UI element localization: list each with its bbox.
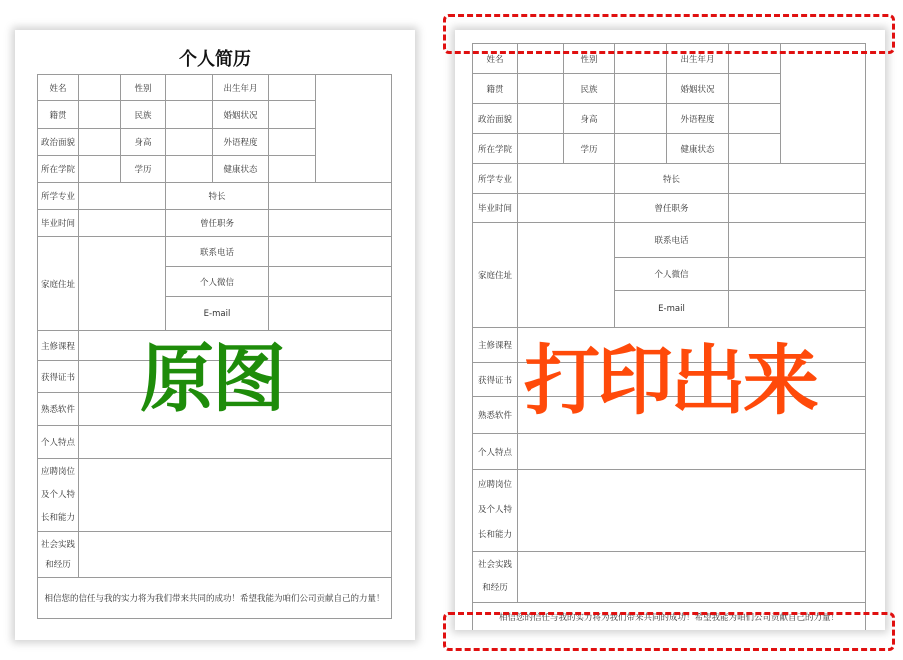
field-value-cell[interactable] xyxy=(79,532,392,578)
field-label-college: 所在学院 xyxy=(38,156,79,183)
field-label-health: 健康状态 xyxy=(213,156,269,183)
field-value-cell[interactable] xyxy=(729,291,866,328)
field-label-courses: 主修课程 xyxy=(473,328,518,363)
field-value-cell[interactable] xyxy=(518,164,615,194)
field-value-cell[interactable] xyxy=(166,101,213,129)
field-label-wechat: 个人微信 xyxy=(166,267,269,297)
field-value-cell[interactable] xyxy=(729,104,781,134)
field-value-cell[interactable] xyxy=(518,470,866,552)
field-value-cell[interactable] xyxy=(269,183,392,210)
field-value-cell[interactable] xyxy=(729,258,866,291)
field-label-native: 籍贯 xyxy=(473,74,518,104)
original-label: 原图 xyxy=(140,336,284,422)
table-row xyxy=(38,459,392,532)
field-label-position-ability: 应聘岗位 及个人特 长和能力 xyxy=(38,459,79,532)
field-label-wechat: 个人微信 xyxy=(615,258,729,291)
field-value-cell[interactable] xyxy=(166,156,213,183)
field-value-cell[interactable] xyxy=(79,75,121,101)
table-row xyxy=(473,470,866,552)
field-label-gender: 性别 xyxy=(121,75,166,101)
top-margin-highlight xyxy=(443,14,895,54)
resume-title: 个人简历 xyxy=(179,49,251,70)
field-label-former-post: 曾任职务 xyxy=(166,210,269,237)
field-value-cell[interactable] xyxy=(269,129,316,156)
field-value-cell[interactable] xyxy=(729,164,866,194)
field-label-certificates: 获得证书 xyxy=(38,361,79,393)
field-value-cell[interactable] xyxy=(166,75,213,101)
field-label-name: 姓名 xyxy=(473,44,518,74)
field-label-address: 家庭住址 xyxy=(38,237,79,331)
field-label-name: 姓名 xyxy=(38,75,79,101)
field-value-cell[interactable] xyxy=(729,134,781,164)
field-value-cell[interactable] xyxy=(729,194,866,223)
field-value-cell[interactable] xyxy=(269,156,316,183)
table-row xyxy=(473,223,866,258)
field-label-address: 家庭住址 xyxy=(473,223,518,328)
field-label-software: 熟悉软件 xyxy=(473,397,518,434)
field-label-phone: 联系电话 xyxy=(166,237,269,267)
table-row xyxy=(473,434,866,470)
field-value-cell[interactable] xyxy=(79,210,166,237)
field-value-cell[interactable] xyxy=(79,156,121,183)
table-row xyxy=(38,75,392,101)
photo-cell[interactable] xyxy=(316,75,392,183)
field-value-cell[interactable] xyxy=(79,459,392,532)
field-label-political: 政治面貌 xyxy=(38,129,79,156)
table-row xyxy=(473,552,866,603)
field-label-gender: 性别 xyxy=(564,44,615,74)
field-label-foreign-lang: 外语程度 xyxy=(667,104,729,134)
field-value-cell[interactable] xyxy=(269,75,316,101)
field-label-height: 身高 xyxy=(564,104,615,134)
field-label-marital: 婚姻状况 xyxy=(667,74,729,104)
table-row xyxy=(38,237,392,267)
field-label-position-ability: 应聘岗位 及个人特 长和能力 xyxy=(473,470,518,552)
field-label-marital: 婚姻状况 xyxy=(213,101,269,129)
table-row xyxy=(473,164,866,194)
field-value-cell[interactable] xyxy=(518,74,564,104)
table-row xyxy=(38,578,392,619)
field-label-native: 籍贯 xyxy=(38,101,79,129)
field-value-cell[interactable] xyxy=(518,552,866,603)
field-value-cell[interactable] xyxy=(518,104,564,134)
field-label-courses: 主修课程 xyxy=(38,331,79,361)
field-label-major: 所学专业 xyxy=(473,164,518,194)
field-value-cell[interactable] xyxy=(729,74,781,104)
field-value-cell[interactable] xyxy=(79,183,166,210)
field-value-cell[interactable] xyxy=(269,237,392,267)
field-label-foreign-lang: 外语程度 xyxy=(213,129,269,156)
field-value-cell[interactable] xyxy=(166,129,213,156)
field-label-birth: 出生年月 xyxy=(667,44,729,74)
table-row xyxy=(38,532,392,578)
field-label-college: 所在学院 xyxy=(473,134,518,164)
field-value-cell[interactable] xyxy=(518,134,564,164)
field-value-cell[interactable] xyxy=(79,101,121,129)
closing-statement: 相信您的信任与我的实力将为我们带来共同的成功！希望我能为咱们公司贡献自己的力量！ xyxy=(38,578,392,619)
field-label-birth: 出生年月 xyxy=(213,75,269,101)
photo-cell[interactable] xyxy=(781,44,866,164)
field-label-health: 健康状态 xyxy=(667,134,729,164)
field-value-cell[interactable] xyxy=(518,434,866,470)
field-value-cell[interactable] xyxy=(615,74,667,104)
field-label-practice: 社会实践 和经历 xyxy=(38,532,79,578)
field-value-cell[interactable] xyxy=(79,237,166,331)
field-value-cell[interactable] xyxy=(615,134,667,164)
field-label-grad-time: 毕业时间 xyxy=(38,210,79,237)
bottom-margin-highlight xyxy=(443,612,895,651)
field-label-grad-time: 毕业时间 xyxy=(473,194,518,223)
field-label-specialty: 特长 xyxy=(615,164,729,194)
field-label-specialty: 特长 xyxy=(166,183,269,210)
field-value-cell[interactable] xyxy=(518,194,615,223)
field-label-email: E-mail xyxy=(166,297,269,331)
field-label-education: 学历 xyxy=(121,156,166,183)
field-label-former-post: 曾任职务 xyxy=(615,194,729,223)
field-value-cell[interactable] xyxy=(269,267,392,297)
printed-label: 打印出来 xyxy=(524,336,816,425)
field-label-ethnic: 民族 xyxy=(121,101,166,129)
table-row xyxy=(38,183,392,210)
field-value-cell[interactable] xyxy=(615,104,667,134)
field-label-major: 所学专业 xyxy=(38,183,79,210)
closing-statement: 相信您的信任与我的实力将为我们带来共同的成功！希望我能为咱们公司贡献自己的力量！ xyxy=(473,603,866,631)
field-label-practice: 社会实践 和经历 xyxy=(473,552,518,603)
field-value-cell[interactable] xyxy=(79,129,121,156)
original-document-page xyxy=(15,30,415,640)
field-value-cell[interactable] xyxy=(269,297,392,331)
field-label-certificates: 获得证书 xyxy=(473,363,518,397)
field-label-traits: 个人特点 xyxy=(38,426,79,459)
field-label-height: 身高 xyxy=(121,129,166,156)
field-value-cell[interactable] xyxy=(729,223,866,258)
field-label-phone: 联系电话 xyxy=(615,223,729,258)
field-value-cell[interactable] xyxy=(269,101,316,129)
field-label-software: 熟悉软件 xyxy=(38,393,79,426)
field-label-political: 政治面貌 xyxy=(473,104,518,134)
field-label-ethnic: 民族 xyxy=(564,74,615,104)
table-row xyxy=(38,210,392,237)
field-label-email: E-mail xyxy=(615,291,729,328)
table-row xyxy=(473,194,866,223)
field-label-traits: 个人特点 xyxy=(473,434,518,470)
field-label-education: 学历 xyxy=(564,134,615,164)
field-value-cell[interactable] xyxy=(518,223,615,328)
table-row xyxy=(38,426,392,459)
field-value-cell[interactable] xyxy=(79,426,392,459)
printed-document-page xyxy=(455,30,885,630)
field-value-cell[interactable] xyxy=(269,210,392,237)
